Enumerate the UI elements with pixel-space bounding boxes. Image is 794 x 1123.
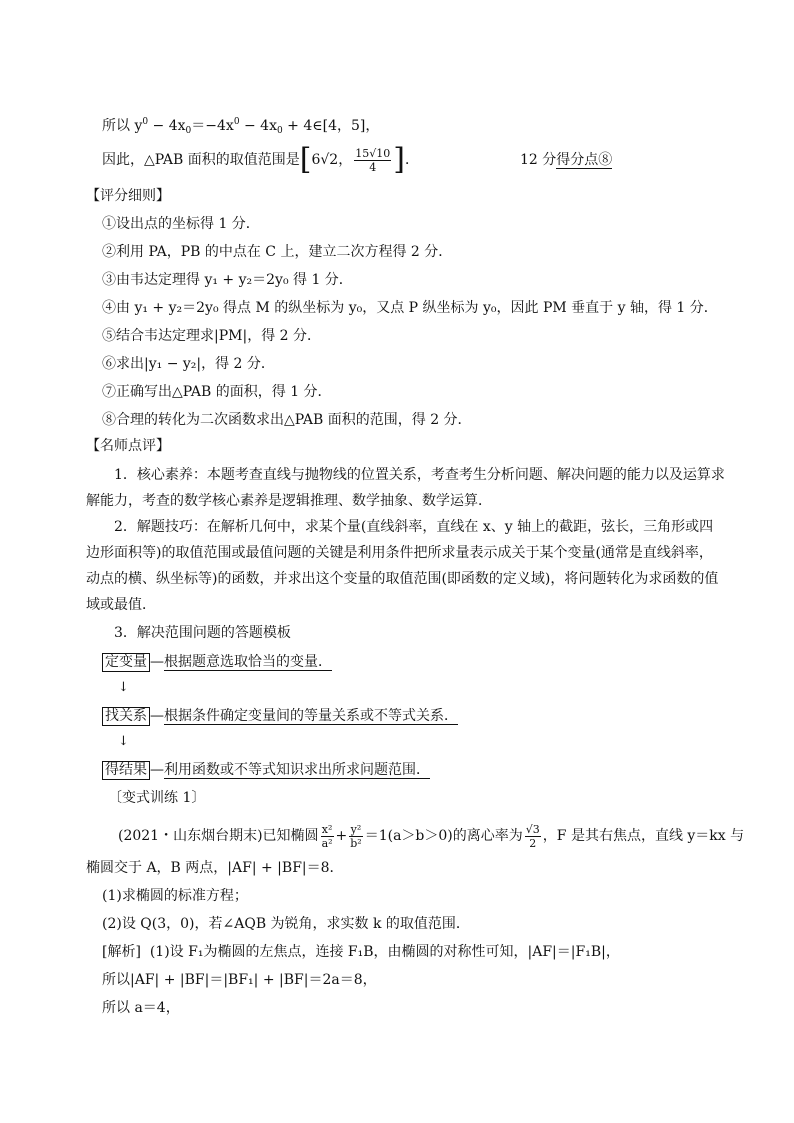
rubric-item: ①设出点的坐标得 1 分． [102, 216, 260, 232]
comment-paragraph-3: 3．解决范围问题的答题模板 [114, 625, 291, 641]
template-step-1: 定变量 —根据题意选取恰当的变量． [102, 652, 332, 672]
rubric-item: ⑧合理的转化为二次函数求出△PAB 面积的范围，得 2 分． [102, 412, 472, 428]
range-conclusion: 因此，△PAB 面积的取值范围是[6√2， $\frac{15√10}{4}$ ]． [102, 142, 419, 177]
fraction: $\frac{15√10}{4}$ [355, 146, 391, 174]
down-arrow-icon: ↓ [118, 734, 129, 749]
rubric-item: ④由 y₁ + y₂＝2y₀ 得点 M 的纵坐标为 y₀，又点 P 纵坐标为 y₀，因此 PM 垂直于 y 轴，得 1 分． [102, 300, 718, 316]
exercise-heading: 〔变式训练 1〕 [108, 790, 206, 806]
solution-line-1: [解析] (1)设 F₁为椭圆的左焦点，连接 F₁B，由椭圆的对称性可知，|AF|＝|F₁B|， [102, 944, 620, 960]
template-step-2: 找关系 —根据条件确定变量间的等量关系或不等式关系． [102, 706, 458, 726]
solution-line-2: 所以|AF| + |BF|＝|BF₁| + |BF|＝2a＝8， [102, 972, 377, 988]
rubric-item: ⑤结合韦达定理求|PM|，得 2 分． [102, 328, 321, 344]
down-arrow-icon: ↓ [118, 680, 129, 695]
equation-line: 所以 $y^0 - 4x_0=-4x^0 - 4x_0$ + 4∈[4，5]， [102, 117, 380, 136]
comment-paragraph-1: 1．核心素养：本题考查直线与抛物线的位置关系，考查考生分析问题、解决问题的能力以及运算求解能力，考查的数学核心素养是逻辑推理、数学抽象、数学运算． [86, 467, 725, 509]
comment-heading: 【名师点评】 [86, 438, 170, 454]
exercise-subquestion-1: (1)求椭圆的标准方程； [102, 888, 248, 904]
exercise-question: (2021・山东烟台期末)已知椭圆 $\frac{\text{x²}}{\text{a²}}$ + $\frac{\text{y²}}{\text{b²}}$ ＝1(a＞b＞0)的离心率为 $\frac{√3}{2}$ ，F 是其右焦点，直线 y＝kx 与 [118, 822, 745, 850]
template-box: 定变量 [102, 653, 150, 672]
rubric-item: ⑥求出|y₁ − y₂|，得 2 分． [102, 356, 275, 372]
template-box: 找关系 [102, 707, 150, 726]
rubric-item: ③由韦达定理得 y₁ + y₂＝2y₀ 得 1 分． [102, 272, 353, 288]
template-step-3: 得结果 —利用函数或不等式知识求出所求问题范围． [102, 760, 430, 780]
rubric-heading: 【评分细则】 [86, 188, 170, 204]
rubric-item: ②利用 PA，PB 的中点在 C 上，建立二次方程得 2 分． [102, 244, 453, 260]
comment-paragraph-2: 2．解题技巧：在解析几何中，求某个量(直线斜率，直线在 x、y 轴上的截距，弦长，三角形或四边形面积等)的取值范围或最值问题的关键是利用条件把所求量表示成关于某个变量(通常是直线斜率，动点的横、纵坐标等)的函数，并求出这个变量的取值范围(即函数的定义域)，将问题转化为求函数的值域或最值． [86, 519, 719, 613]
exercise-subquestion-2: (2)设 Q(3，0)，若∠AQB 为锐角，求实数 k 的取值范围． [102, 916, 470, 932]
score-marker: 12 分得分点⑧ [520, 152, 613, 168]
template-box: 得结果 [102, 761, 150, 780]
rubric-item: ⑦正确写出△PAB 的面积，得 1 分． [102, 384, 332, 400]
solution-line-3: 所以 a＝4， [102, 1000, 180, 1016]
solution-label: [解析] [102, 944, 141, 960]
exercise-question-cont: 椭圆交于 A，B 两点，|AF| + |BF|＝8． [86, 860, 344, 876]
